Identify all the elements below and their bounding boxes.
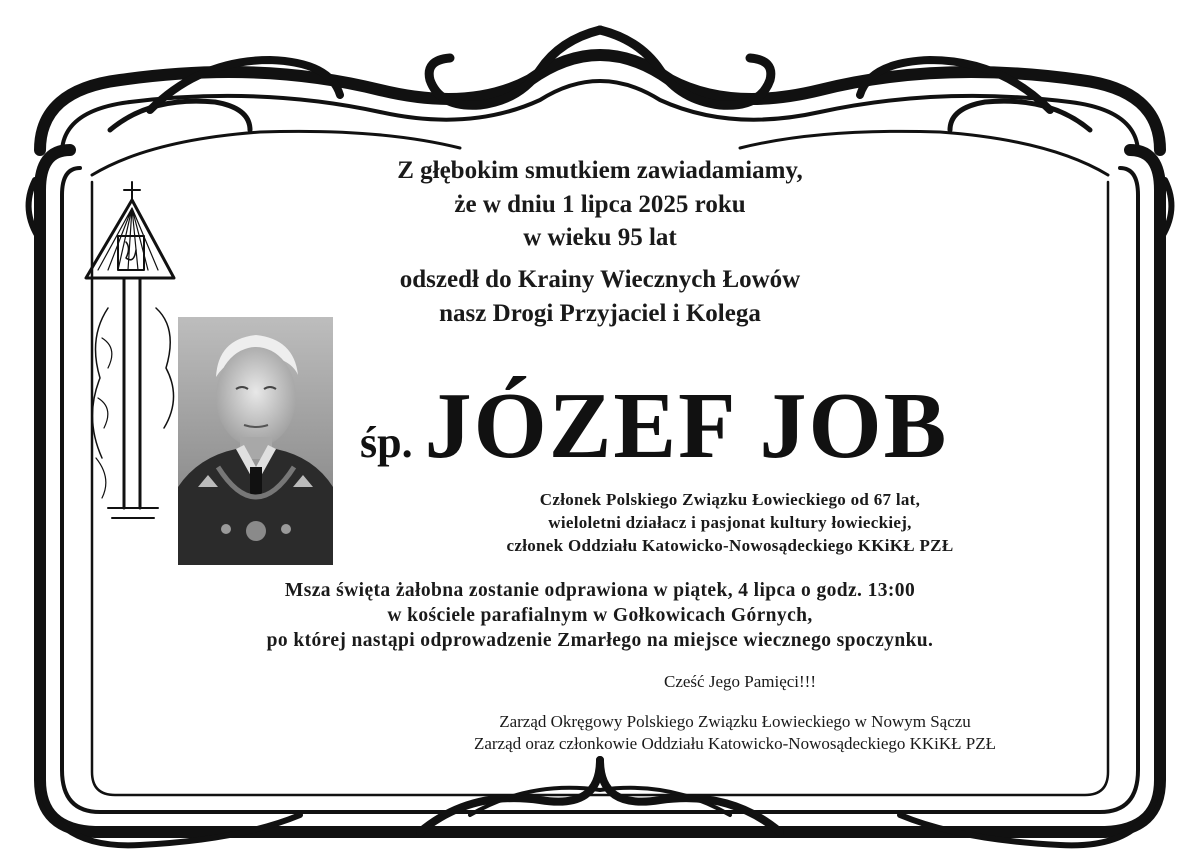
- bio-line-1: Członek Polskiego Związku Łowieckiego od 67 lat,: [539, 490, 921, 509]
- service-line-1: Msza święta żałobna zostanie odprawiona w piątek, 4 lipca o godz. 13:00: [284, 580, 916, 601]
- passing-line-2: nasz Drogi Przyjaciel i Kolega: [439, 300, 761, 327]
- portrait-photo: [178, 317, 333, 565]
- deceased-name-row: [360, 372, 1100, 492]
- signatory-line-2: Zarząd oraz członkowie Oddziału Katowicko-Nowosądeckiego KKiKŁ PZŁ: [473, 734, 997, 753]
- wayside-cross-drawing: [78, 178, 186, 530]
- intro-line-2: że w dniu 1 lipca 2025 roku: [454, 191, 746, 218]
- passing-line-1: odszedł do Krainy Wiecznych Łowów: [399, 266, 801, 293]
- signatory-line-1: Zarząd Okręgowy Polskiego Związku Łowieckiego w Nowym Sączu: [499, 712, 971, 731]
- bio-line-2: wieloletni działacz i pasjonat kultury łowieckiej,: [548, 513, 912, 532]
- intro-line-3: w wieku 95 lat: [523, 224, 677, 251]
- service-line-2: w kościele parafialnym w Gołkowicach Górnych,: [387, 605, 813, 626]
- bio-line-3: członek Oddziału Katowicko-Nowosądeckiego KKiKŁ PZŁ: [506, 536, 954, 555]
- remembrance-line: Cześć Jego Pamięci!!!: [664, 672, 816, 691]
- service-line-3: po której nastąpi odprowadzenie Zmarłego na miejsce wiecznego spoczynku.: [266, 630, 934, 651]
- name-prefix: śp.: [360, 418, 413, 467]
- intro-line-1: Z głębokim smutkiem zawiadamiamy,: [397, 157, 803, 184]
- deceased-name: JÓZEF JOB: [424, 374, 949, 478]
